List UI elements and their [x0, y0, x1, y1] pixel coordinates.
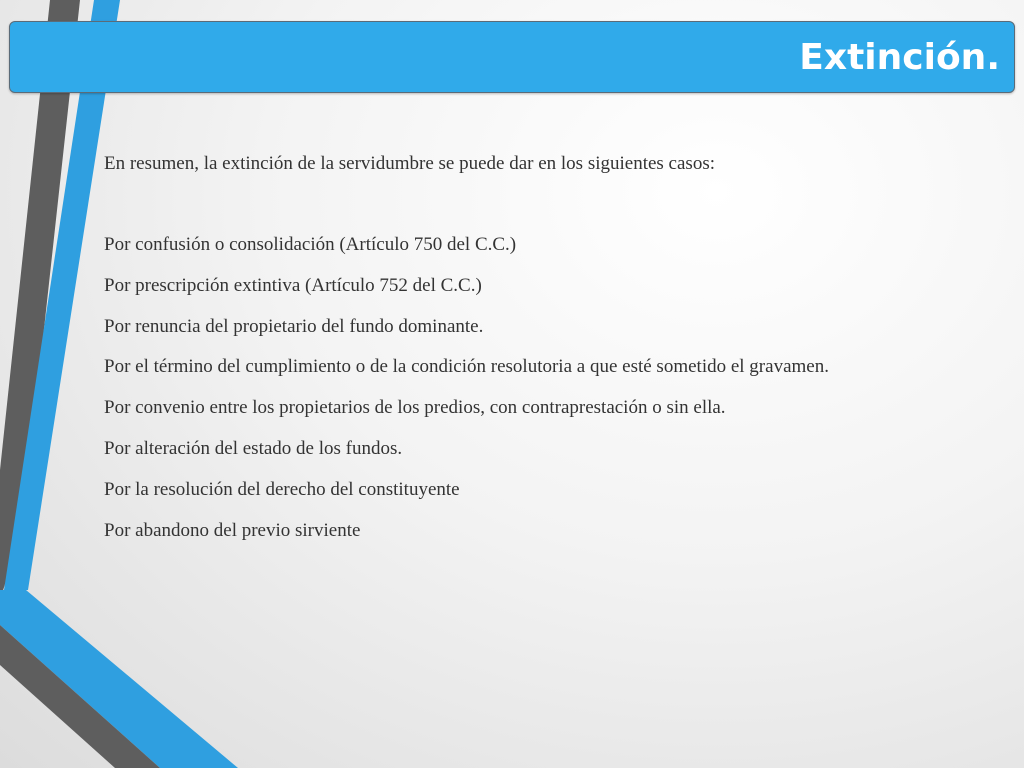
slide-title: Extinción.: [799, 37, 1000, 78]
list-item: Por abandono del previo sirviente: [104, 519, 361, 541]
title-bar: [9, 21, 1015, 93]
list-item: Por alteración del estado de los fundos.: [104, 437, 403, 459]
list-item: Por confusión o consolidación (Artículo 750 del C.C.): [104, 234, 517, 255]
intro-text: En resumen, la extinción de la servidumbre se puede dar en los siguientes casos:: [104, 153, 715, 174]
list-item: Por convenio entre los propietarios de los predios, con contraprestación o sin ella.: [104, 397, 726, 419]
extinction-cases-list: [104, 232, 984, 544]
list-item: Por el término del cumplimiento o de la condición resolutoria a que esté sometido el gravamen.: [104, 356, 829, 378]
list-item: Por prescripción extintiva (Artículo 752 del C.C.): [104, 274, 482, 296]
list-item: Por la resolución del derecho del constituyente: [104, 478, 460, 500]
list-item: Por renuncia del propietario del fundo dominante.: [104, 315, 484, 337]
slide-body: [104, 151, 984, 558]
